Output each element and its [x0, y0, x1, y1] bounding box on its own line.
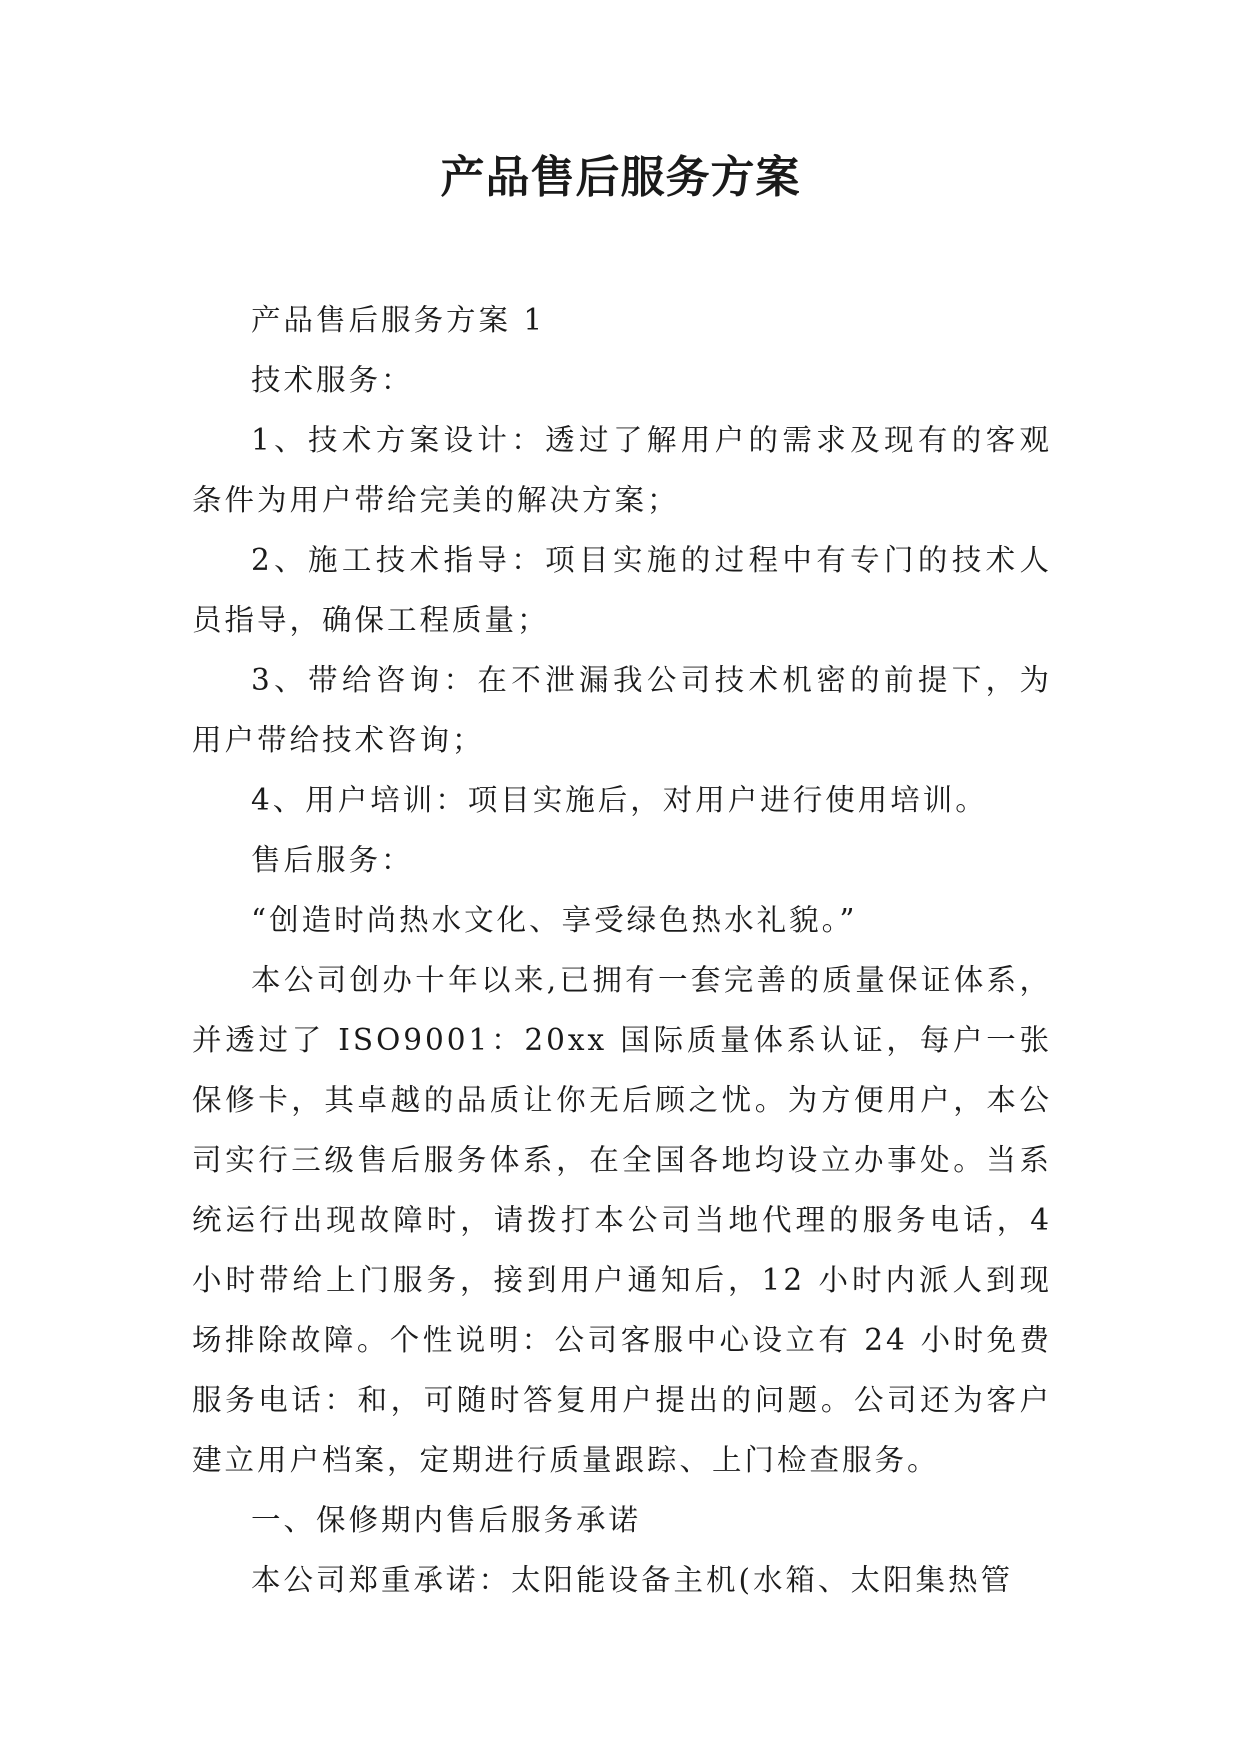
document-title: 产品售后服务方案: [440, 152, 801, 203]
slogan: “创造时尚热水文化、享受绿色热水礼貌。”: [251, 903, 858, 937]
paragraph-item-2: 2、施工技术指导：项目实施的过程中有专门的技术人员指导，确保工程质量；: [192, 543, 1052, 637]
paragraph-item-1: 1、技术方案设计：透过了解用户的需求及现有的客观条件为用户带给完美的解决方案；: [192, 423, 1052, 517]
subheading-tech-service: 技术服务：: [251, 363, 414, 397]
subheading-after-sales: 售后服务：: [251, 843, 414, 877]
paragraph-item-3: 3、带给咨询：在不泄漏我公司技术机密的前提下，为用户带给技术咨询；: [192, 663, 1052, 757]
paragraph-company-intro: 本公司创办十年以来,已拥有一套完善的质量保证体系，并透过了 ISO9001：20xx 国际质量体系认证，每户一张保修卡，其卓越的品质让你无后顾之忧。为方便用户，本公司实行三级售后服务体系，在全国各地均设立办事处。当系统运行出现故障时，请拨打本公司当地代理的服务电话，4 小时带给上门服务，接到用户通知后，12 小时内派人到现场排除故障。个性说明：公司客服中心设立有 24 小时免费服务电话：和，可随时答复用户提出的问题。公司还为客户建立用户档案，定期进行质量跟踪、上门检查服务。: [192, 963, 1052, 1477]
subheading-warranty-promise: 一、保修期内售后服务承诺: [251, 1503, 642, 1537]
section-heading: 产品售后服务方案 1: [251, 303, 546, 337]
paragraph-item-4: 4、用户培训：项目实施后，对用户进行使用培训。: [251, 783, 988, 817]
document-body: [192, 290, 1052, 1610]
paragraph-promise: 本公司郑重承诺：太阳能设备主机(水箱、太阳集热管: [251, 1563, 1014, 1597]
